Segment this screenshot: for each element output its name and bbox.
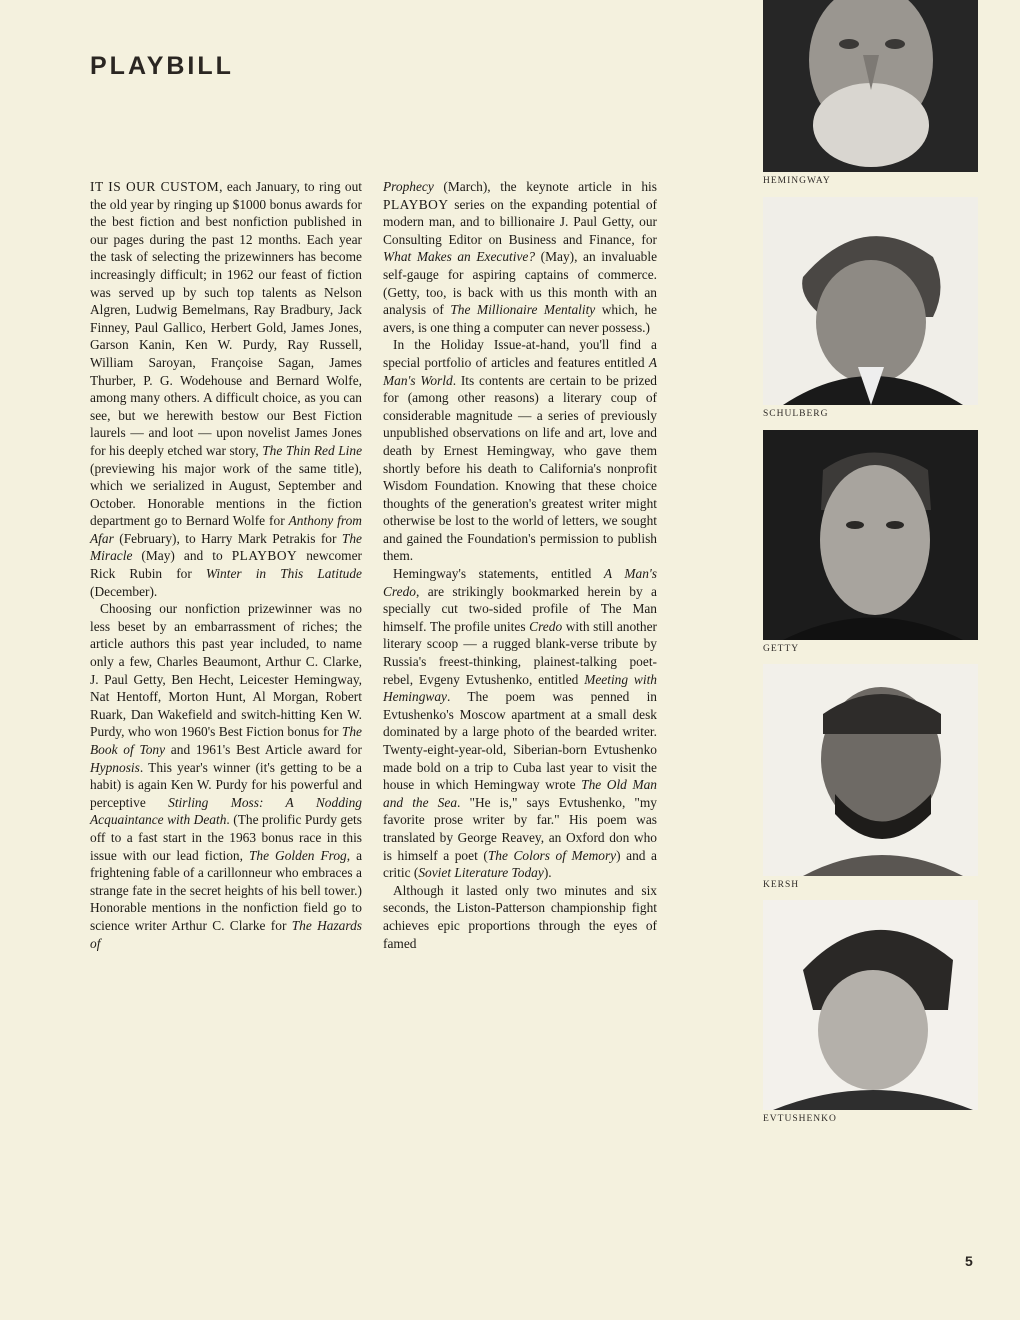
small-caps-text: PLAYBOY	[231, 548, 298, 564]
italic-text: Meeting with Hemingway	[383, 671, 657, 705]
italic-text: The Golden Frog	[248, 847, 347, 863]
italic-text: The Thin Red Line	[262, 442, 363, 458]
photo-caption: SCHULBERG	[763, 409, 829, 419]
portrait-photo	[763, 900, 978, 1110]
italic-text: Prophecy	[383, 179, 434, 194]
text-run: , each January, to ring out the old year by ringing up $1000 bonus awards for the best fiction and best nonfiction published in our pages during the past 12 months. Each year the task of selecting the prizewinners has become increasingly difficult; in 1962 our feast of fiction was served up by such top talents as Nelson Algren, Ludwig Bemelmans, Ray Bradbury, Jack Finney, Paul Gallico, Herbert Gold, James Jones, Garson Kanin, Ken W. Purdy, Ray Russell, William Saroyan, Françoise Sagan, James Thurber, P. G. Wodehouse and Bernard Wolfe, among many others. A difficult choice, as you can see, but we herewith bestow our Best Fiction laurels — and loot — upon novelist James Jones for his deeply etched war story,	[90, 179, 362, 458]
text-run: In the Holiday Issue-at-hand, you'll find a special portfolio of articles and features entitled	[383, 337, 657, 370]
paragraph	[383, 336, 657, 565]
text-run: . (The prolific Purdy gets off to a fast start in the 1963 bonus race in this issue with our lead fiction,	[90, 812, 362, 863]
text-run: Although it lasted only two minutes and six seconds, the Liston-Patterson championship fight achieves epic proportions through the eyes of famed	[383, 882, 657, 951]
text-run: , a frightening fable of a carillonneur who embraces a strange fate in the secret heights of his bell tower.) Honorable mentions in the nonfiction field go to science writer Arthur C. Clarke for	[90, 847, 363, 933]
italic-text: Soviet Literature Today	[418, 865, 544, 881]
small-caps-text: PLAYBOY	[383, 196, 449, 212]
text-run: Choosing our nonfiction prizewinner was no less beset by an embarrassment of riches; the article authors this past year included, to name only a few, Charles Beaumont, Arthur C. Clarke, J. Paul Getty, Ben Hecht, Leicester Hemingway, Nat Hentoff, Morton Hunt, Al Morgan, Robert Ruark, Dan Wakefield and switch-hitting Ken W. Purdy, who won 1960's Best Fiction bonus for	[90, 601, 362, 740]
text-run: , are strikingly bookmarked herein by a specially cut two-sided profile of The Man himself. The profile unites	[383, 583, 657, 634]
photo-block-hemingway	[763, 0, 978, 186]
text-column-middle	[383, 178, 657, 952]
italic-text: The Millionaire Mentality	[450, 302, 596, 318]
portrait-photo	[763, 0, 978, 172]
paragraph	[383, 565, 657, 882]
text-run: series on the expanding potential of modern man, and to billionaire J. Paul Getty, our Consulting Editor on Business and Finance, for	[383, 196, 657, 247]
photo-caption: GETTY	[763, 644, 800, 654]
italic-text: Winter in This Latitude	[205, 566, 362, 582]
text-run: (February), to Harry Mark Petrakis for	[113, 530, 342, 546]
paragraph	[90, 178, 362, 600]
italic-text: Credo	[529, 618, 563, 634]
page-number: 5	[965, 1253, 973, 1269]
italic-text: A Man's World	[383, 354, 657, 388]
text-run: (March), the keynote article in his	[433, 179, 657, 194]
text-run: Hemingway's statements, entitled	[393, 566, 604, 582]
text-run: . The poem was penned in Evtushenko's Moscow apartment at a small desk dominated by a large photo of the bearded writer. Twenty-eight-year-old, Siberian-born Evtushenko made bold on a trip to Cuba last year to visit the house in which Hemingway wrote	[383, 689, 657, 793]
text-run: with still another literary scoop — a rugged blank-verse tribute by Russia's freest-thinking, plainest-talking poet-rebel, Evgeny Evtushenko, entitled	[383, 618, 657, 687]
photo-block-schulberg	[763, 197, 978, 419]
italic-text: The Old Man and the Sea	[383, 777, 657, 810]
italic-text: The Colors of Memory	[487, 847, 617, 863]
photo-caption: KERSH	[763, 880, 800, 890]
text-run: . This year's winner (it's getting to be a habit) is again Ken W. Purdy for his powerful and perceptive	[90, 759, 362, 810]
text-run: (December).	[90, 583, 158, 599]
text-run: (previewing his major work of the same title), which we serialized in August, September and October. Honorable mentions in the fiction department go to Bernard Wolfe for	[90, 460, 362, 529]
italic-text: Stirling Moss: A Nodding Acquaintance with Death	[90, 794, 362, 828]
italic-text: What Makes an Executive?	[383, 249, 536, 265]
italic-text: Anthony from Afar	[90, 513, 362, 546]
italic-text: The Hazards of	[90, 917, 362, 951]
text-run: ) and a critic (	[383, 847, 657, 881]
text-run: (May) and to	[132, 548, 232, 564]
text-run: newcomer Rick Rubin for	[90, 548, 362, 582]
paragraph	[383, 882, 657, 952]
small-caps-text: IT IS OUR CUSTOM	[90, 179, 220, 194]
italic-text: Hypnosis	[90, 759, 140, 775]
text-run: ).	[543, 865, 552, 881]
text-run: . "He is," says Evtushenko, "my favorite prose writer by far." His poem was translated by George Reavey, an Oxford don who is himself a poet (	[383, 794, 657, 863]
italic-text: The Book of Tony	[90, 724, 362, 757]
portrait-photo	[763, 664, 978, 876]
text-run: (May), an invaluable self-gauge for aspiring captains of commerce. (Getty, too, is back with us this month with an analysis of	[383, 249, 658, 318]
portrait-photo	[763, 430, 978, 640]
photo-block-kersh	[763, 664, 978, 890]
text-run: which, he avers, is one thing a computer can never possess.)	[383, 302, 657, 335]
paragraph	[383, 178, 657, 336]
text-run: . Its contents are certain to be prized for (among other reasons) a literary coup of considerable magnitude — a series of previously unpublished observations on life and art, love and death by Ernest Hemingway, who gave them shortly before his death to California's nonprofit Wisdom Foundation. Knowing that these choice thoughts of the generation's greatest writer might otherwise be lost to the world of letters, we sought and gained the Foundation's permission to publish them.	[383, 372, 657, 564]
photo-caption: HEMINGWAY	[763, 176, 831, 186]
photo-caption: EVTUSHENKO	[763, 1114, 837, 1124]
text-column-left	[90, 178, 362, 952]
photo-block-evtushenko	[763, 900, 978, 1124]
page-title: PLAYBILL	[90, 52, 234, 80]
text-run: and 1961's Best Article award for	[165, 742, 362, 757]
portrait-photo	[763, 197, 978, 405]
italic-text: The Miracle	[90, 530, 362, 564]
photo-block-getty	[763, 430, 978, 654]
italic-text: A Man's Credo	[383, 566, 657, 599]
paragraph	[90, 600, 362, 952]
